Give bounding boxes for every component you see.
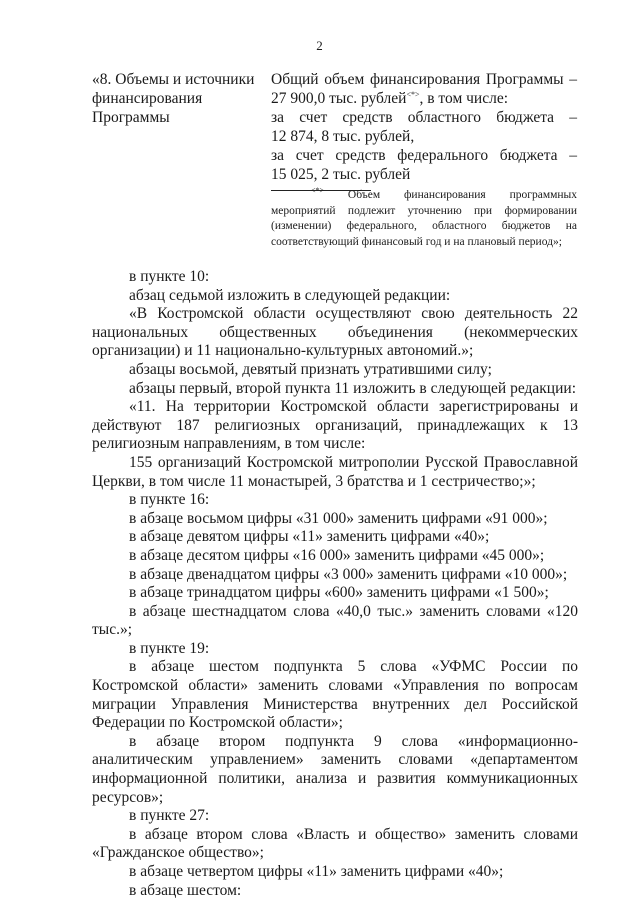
paragraph: в пункте 10: <box>129 268 210 285</box>
paragraph: в абзаце тринадцатом цифры «600» заменить цифрами «1 500»; <box>129 584 549 602</box>
federal-budget-amount: 15 025, 2 тыс. рублей <box>271 166 411 183</box>
paragraph: в абзаце девятом цифры «11» заменить цифрами «40»; <box>129 528 490 546</box>
footnote-marker: <*> <box>311 186 325 196</box>
funding-total-amount: 27 900,0 тыс. рублей<*>, в том числе: <box>271 89 509 107</box>
paragraph: в пункте 27: <box>129 807 210 825</box>
paragraph: в пункте 16: <box>129 491 210 509</box>
paragraph: «11. На территории Костромской области зарегистрированы и действуют 187 религиозных организаций, принадлежащих к 13 религиозным направлениям, в том числе: <box>92 398 578 453</box>
paragraph: в абзаце двенадцатом цифры «3 000» заменить цифрами «10 000»; <box>129 565 568 583</box>
paragraph: 155 организаций Костромской митрополии Русской Православной Церкви, в том числе 11 монастырей, 3 братства и 1 сестричество;»; <box>92 453 578 490</box>
paragraph: «В Костромской области осуществляют свою деятельность 22 национальных общественных объединения (некоммерческих организации) и 11 национально-культурных автономий.»; <box>92 305 578 360</box>
paragraph: абзацы восьмой, девятый признать утратившими силу; <box>129 360 492 378</box>
footnote-ref: <*> <box>406 89 420 99</box>
regional-budget-amount: 12 874, 8 тыс. рублей, <box>271 128 415 145</box>
page-number: 2 <box>316 38 323 53</box>
document-body <box>92 268 578 900</box>
regional-budget-line: за счет средств областного бюджета – <box>271 109 577 126</box>
paragraph: в абзаце шестом подпункта 5 слова «УФМС России по Костромской области» заменить словами «Управления по вопросам миграции Управления Министерства внутренних дел Российской Федерации по Костромской области»; <box>92 658 578 732</box>
paragraph: в пункте 19: <box>129 639 210 657</box>
funding-total-line: Общий объем финансирования Программы – <box>271 71 577 88</box>
paragraph: в абзаце шестом: <box>129 881 242 899</box>
table-left-cell: «8. Объемы и источники финансирования Программы <box>92 71 255 126</box>
federal-budget-line: за счет средств федерального бюджета – <box>271 147 577 164</box>
paragraph: в абзаце восьмом цифры «31 000» заменить цифрами «91 000»; <box>129 509 548 527</box>
footnote <box>271 188 577 250</box>
paragraph: в абзаце четвертом цифры «11» заменить цифрами «40»; <box>129 863 504 880</box>
footnote-text: Объем финансирования программных мероприятий подлежит уточнению при формировании (изменении) федерального, областного бюджетов на соответствующий финансовый год и на плановый период»; <box>271 189 578 248</box>
paragraph: абзац седьмой изложить в следующей редакции: <box>129 286 451 304</box>
paragraph: абзацы первый, второй пункта 11 изложить в следующей редакции: <box>129 379 576 397</box>
paragraph: в абзаце втором подпункта 9 слова «информационно-аналитическим управлением» заменить словами «департаментом информационной политики, анализа и развития коммуникационных ресурсов»; <box>92 732 578 806</box>
paragraph: в абзаце втором слова «Власть и общество» заменить словами «Гражданское общество»; <box>92 825 578 862</box>
paragraph: в абзаце десятом цифры «16 000» заменить цифрами «45 000»; <box>129 546 545 564</box>
table-right-cell <box>271 70 577 184</box>
paragraph: в абзаце шестнадцатом слова «40,0 тыс.» заменить словами «120 тыс.»; <box>92 602 578 639</box>
